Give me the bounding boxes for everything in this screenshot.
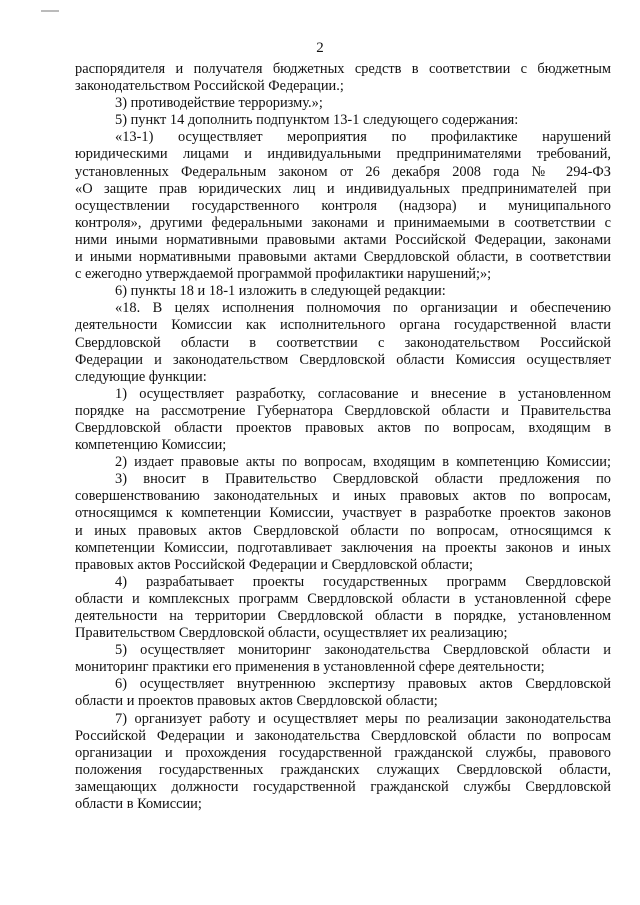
document-body (75, 61, 611, 813)
text-line: порядке на рассмотрение Губернатора Свердловской области и Правительства (75, 402, 611, 419)
text-line: компетенции Комиссии, подготавливает заключения на проекты законов и иных (75, 539, 611, 556)
text-line: 3) противодействие терроризму.»; (115, 95, 323, 112)
text-line: 4) разрабатывает проекты государственных программ Свердловской (115, 573, 611, 590)
text-line: 3) вносит в Правительство Свердловской области предложения по (115, 471, 611, 488)
text-line: «18. В целях исполнения полномочия по организации и обеспечению (115, 300, 611, 317)
text-line: правовых актов Российской Федерации и Свердловской области; (75, 556, 474, 573)
text-line: 6) пункты 18 и 18-1 изложить в следующей редакции: (115, 283, 446, 300)
text-line: области в Комиссии; (75, 796, 202, 813)
text-line: осуществлении государственного контроля (надзора) и муниципального (75, 197, 611, 214)
text-line: следующие функции: (75, 368, 207, 385)
text-line: ними иными нормативными правовыми актами Российской Федерации, законами (75, 231, 611, 248)
text-line: Федерации и законодательством Свердловской области Комиссия осуществляет (75, 351, 611, 368)
text-line: и иных правовых актов Свердловской области по вопросам, относящимся к (75, 522, 611, 539)
text-line: Свердловской области в соответствии с законодательством Российской (75, 334, 611, 351)
text-line: с ежегодно утверждаемой программой профилактики нарушений;»; (75, 266, 492, 283)
text-line: Российской Федерации и законодательства Свердловской области по вопросам (75, 727, 611, 744)
text-line: 7) организует работу и осуществляет меры по реализации законодательства (115, 710, 611, 727)
text-line: деятельности на территории Свердловской области в порядке, установленном (75, 608, 611, 624)
text-line: компетенцию Комиссии; (75, 437, 227, 454)
text-line: организации и прохождения государственной гражданской службы, правового (75, 744, 611, 761)
text-line: 5) осуществляет мониторинг законодательства Свердловской области и (115, 642, 611, 659)
text-line: области и комплексных программ Свердловской области в установленной сфере (75, 590, 611, 607)
scan-mark (41, 10, 59, 12)
page-number: 2 (316, 40, 324, 56)
text-line: установленных Федеральным законом от 26 декабря 2008 года № 294-ФЗ (75, 163, 611, 180)
text-line: совершенствованию законодательных и иных правовых актов по вопросам, (75, 488, 611, 505)
text-line: Правительством Свердловской области, осуществляет их реализацию; (75, 625, 508, 642)
text-line: мониторинг практики его применения в установленной сфере деятельности; (75, 659, 545, 676)
text-line: 2) издает правовые акты по вопросам, входящим в компетенцию Комиссии; (115, 454, 611, 471)
text-line: Свердловской области проектов правовых актов по вопросам, входящим в (75, 419, 611, 436)
text-line: 1) осуществляет разработку, согласование и внесение в установленном (115, 385, 611, 402)
text-line: контроля», другими федеральными законами и принимаемыми в соответствии с (75, 214, 611, 231)
text-line: области и проектов правовых актов Свердловской области; (75, 693, 438, 710)
text-line: 6) осуществляет внутреннюю экспертизу правовых актов Свердловской (115, 676, 611, 693)
text-line: 5) пункт 14 дополнить подпунктом 13-1 следующего содержания: (115, 112, 519, 129)
text-line: положения государственных гражданских служащих Свердловской области, (75, 761, 611, 778)
text-line: замещающих должности государственной гражданской службы Свердловской (75, 778, 611, 795)
text-line: и иными нормативными правовыми актами Свердловской области, в соответствии (75, 249, 611, 266)
text-line: распорядителя и получателя бюджетных средств в соответствии с бюджетным (75, 61, 611, 77)
text-line: «О защите прав юридических лиц и индивидуальных предпринимателей при (75, 180, 611, 197)
text-line: законодательством Российской Федерации.; (75, 78, 344, 95)
text-line: юридическими лицами и индивидуальными предпринимателями требований, (75, 146, 611, 163)
text-line: относящимся к компетенции Комиссии, участвует в разработке проектов законов (75, 505, 611, 522)
text-line: деятельности Комиссии как исполнительного органа государственной власти (75, 317, 611, 334)
text-line: «13-1) осуществляет мероприятия по профилактике нарушений (115, 129, 611, 146)
